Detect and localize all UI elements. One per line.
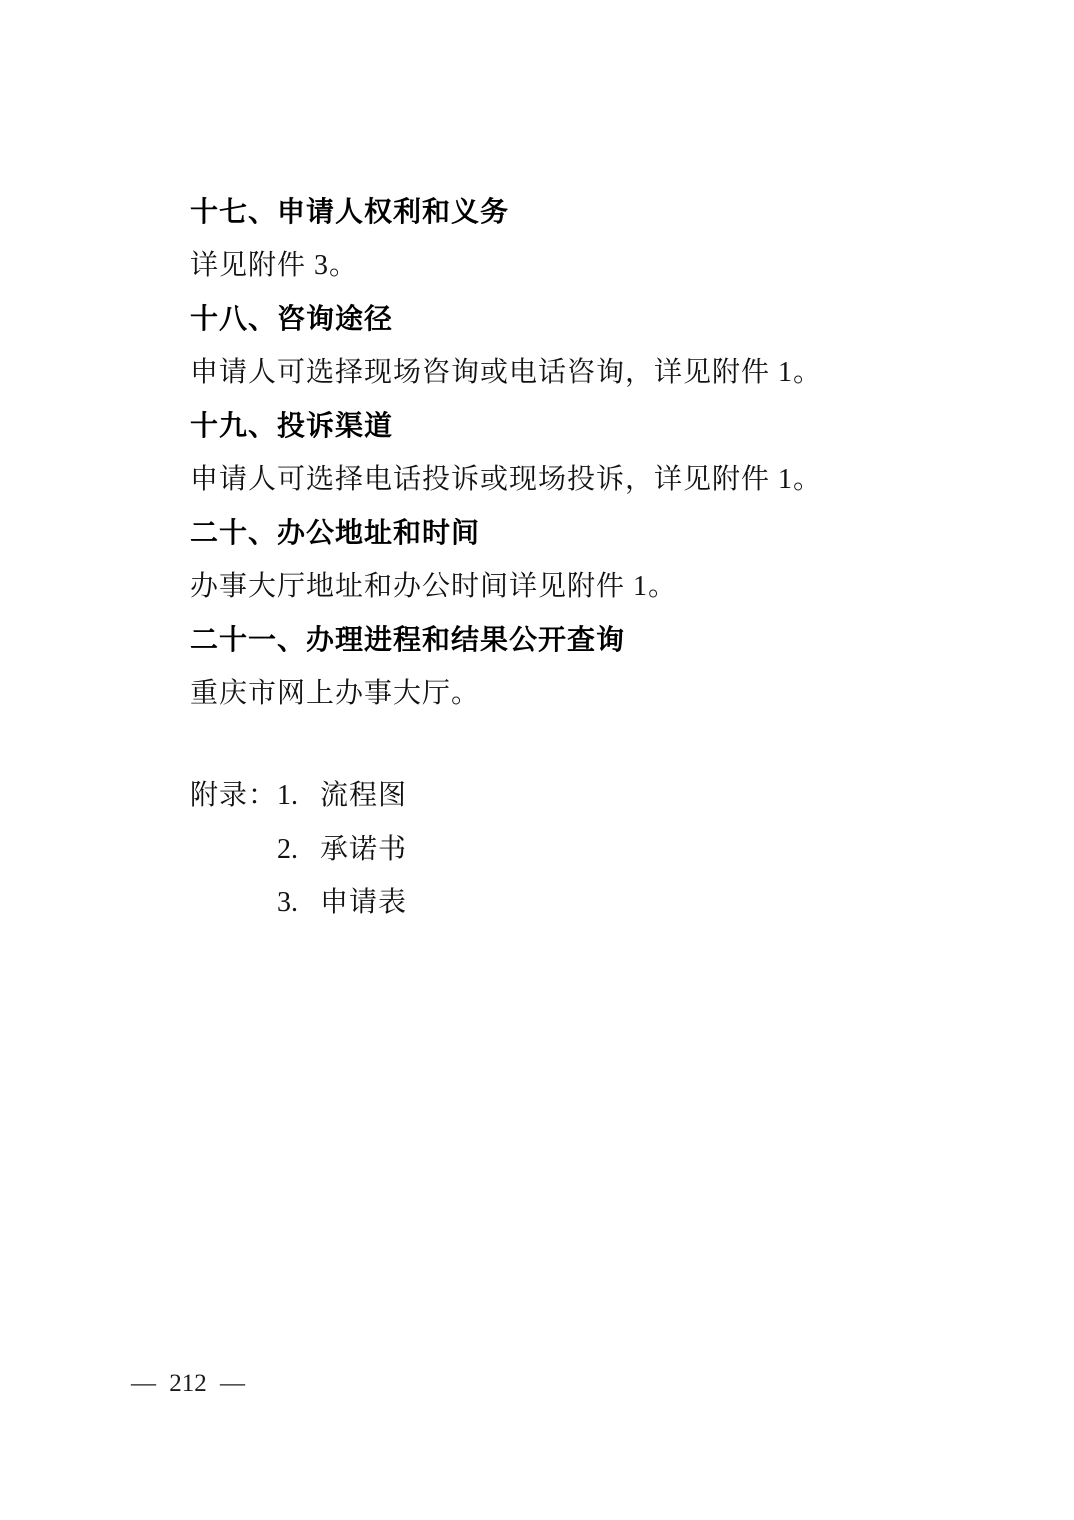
section-heading-17: 十七、申请人权利和义务 bbox=[190, 196, 510, 227]
appendix-item-title: 承诺书 bbox=[320, 833, 408, 865]
appendix-item-2 bbox=[277, 823, 407, 877]
page-number: — 212 — bbox=[131, 1370, 245, 1397]
section-body-20: 办事大厅地址和办公时间详见附件 1。 bbox=[190, 570, 678, 602]
section-heading-21: 二十一、办理进程和结果公开查询 bbox=[190, 624, 626, 655]
appendix-item-number: 2. bbox=[277, 833, 299, 865]
appendix-item-1 bbox=[277, 769, 407, 823]
section-body-17: 详见附件 3。 bbox=[190, 249, 359, 281]
section-heading-19: 十九、投诉渠道 bbox=[190, 410, 394, 441]
section-body-18: 申请人可选择现场咨询或电话咨询，详见附件 1。 bbox=[190, 356, 823, 388]
appendix-item-title: 申请表 bbox=[320, 887, 408, 918]
section-heading-18: 十八、咨询途径 bbox=[190, 303, 394, 334]
appendix-item-number: 1. bbox=[277, 780, 299, 811]
page-footer bbox=[131, 1371, 245, 1396]
appendix-item-number: 3. bbox=[277, 887, 299, 918]
appendix-list bbox=[277, 769, 407, 930]
appendix-label: 附录： bbox=[190, 780, 278, 811]
appendix-item-title: 流程图 bbox=[320, 780, 408, 811]
appendix-item-3 bbox=[277, 876, 407, 930]
section-heading-20: 二十、办公地址和时间 bbox=[190, 517, 481, 548]
document-body bbox=[190, 185, 890, 930]
section-body-21: 重庆市网上办事大厅。 bbox=[190, 677, 481, 709]
section-body-19: 申请人可选择电话投诉或现场投诉，详见附件 1。 bbox=[190, 463, 823, 495]
appendix-block bbox=[190, 769, 890, 930]
